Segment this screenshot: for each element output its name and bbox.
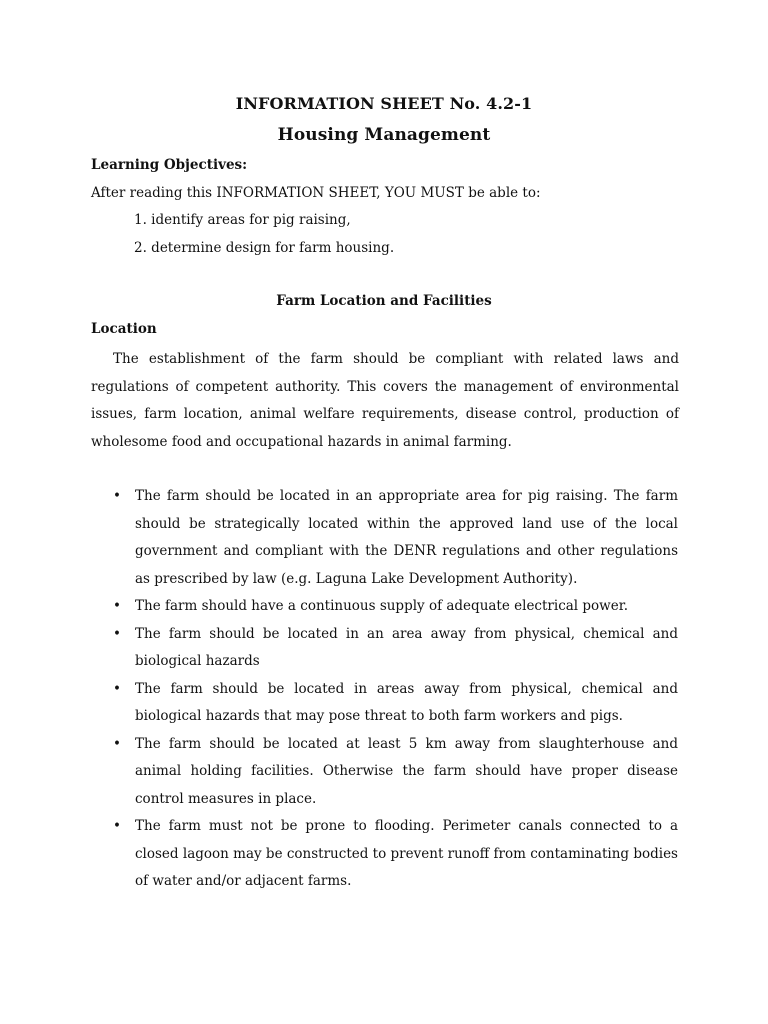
bullet-text: The farm must not be prone to flooding. Perimeter canals connected to a closed lagoon may be constructed to prevent runoff from contaminating bodies of water and/or adjacent farms. [135,818,678,889]
objectives-intro: After reading this INFORMATION SHEET, YOU MUST be able to: [91,185,541,201]
location-paragraph: The establishment of the farm should be compliant with related laws and regulations of competent authority. This covers the management of environmental issues, farm location, animal welfare requirements, disease control, production of wholesome food and occupational hazards in animal farming. [91,351,679,450]
bullet-item [0,621,768,676]
bullet-text: The farm should be located at least 5 km away from slaughterhouse and animal holding facilities. Otherwise the farm should have proper disease control measures in place. [135,735,678,807]
bullet-icon: • [113,598,121,614]
objective-item: 1. identify areas for pig raising, [134,212,351,228]
bullet-text: The farm should be located in an appropriate area for pig raising. The farm should be strategically located within the approved land use of the local government and compliant with the DENR regulations and other regulations as prescribed by law (e.g. Laguna Lake Development Authority). [135,488,678,587]
location-heading: Location [91,321,157,337]
bullet-icon: • [113,680,121,697]
bullet-icon: • [113,735,121,752]
bullet-text: The farm should have a continuous supply of adequate electrical power. [135,598,628,614]
document-title: INFORMATION SHEET No. 4.2-1 [235,94,533,113]
location-bullet-list [0,483,768,896]
bullet-text: The farm should be located in an area away from physical, chemical and biological hazards [135,625,678,669]
bullet-icon: • [113,818,121,834]
document-subtitle: Housing Management [277,125,491,145]
objective-item: 2. determine design for farm housing. [134,240,395,256]
bullet-icon: • [113,625,121,642]
bullet-item [0,731,768,814]
bullet-item [0,593,768,621]
bullet-item [0,813,768,896]
objectives-heading: Learning Objectives: [91,157,248,173]
section-title: Farm Location and Facilities [276,293,492,309]
bullet-item [0,483,768,593]
bullet-item [0,676,768,731]
bullet-text: The farm should be located in areas away from physical, chemical and biological hazards that may pose threat to both farm workers and pigs. [135,680,678,724]
bullet-icon: • [113,488,121,504]
